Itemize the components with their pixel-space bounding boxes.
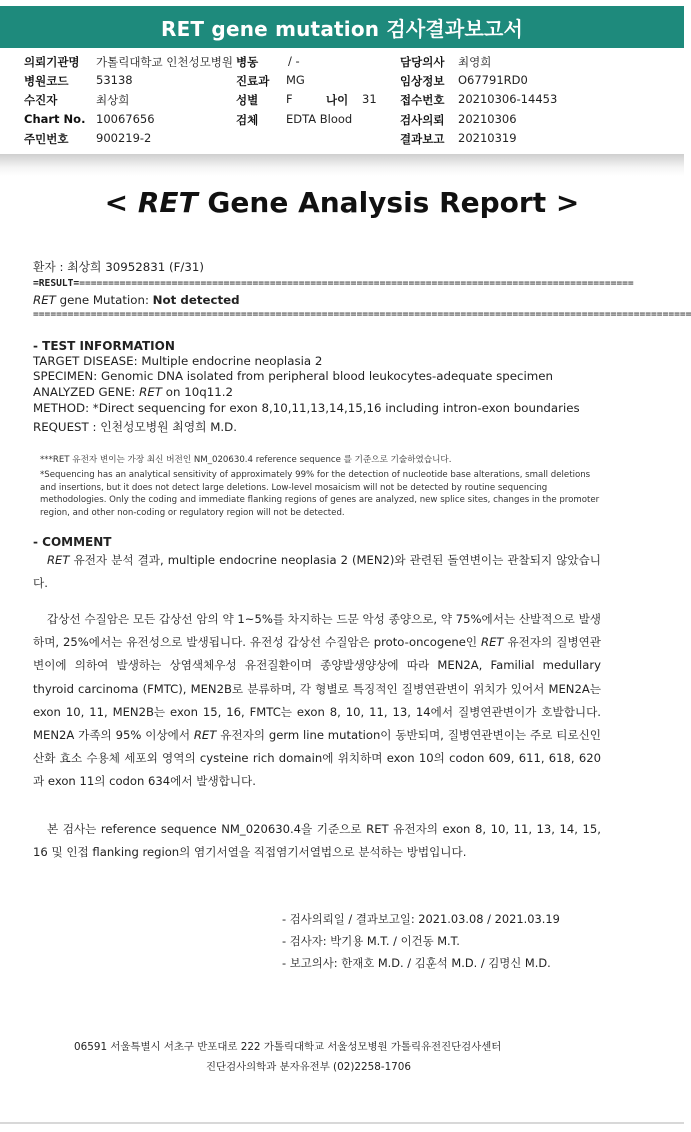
reference-note: ***RET 유전자 변이는 가장 최신 버전인 NM_020630.4 reference sequence 를 기준으로 기술하였습니다. bbox=[40, 455, 452, 465]
comment-p2-gene-2: RET bbox=[193, 728, 217, 743]
label-requesting-institution: 의뢰기관명 bbox=[24, 55, 80, 69]
comment-p3-text: 본 검사는 reference sequence NM_020630.4을 기준으로 RET 유전자의 exon 8, 10, 11, 13, 14, 15, 16 및 인접 flanking region의 염기서열을 직접염기서열법으로 분석하는 방법입니다. bbox=[33, 822, 601, 860]
report-title-prefix: < bbox=[104, 186, 138, 219]
label-department: 진료과 bbox=[236, 74, 270, 88]
comment-p1-text: 유전자 분석 결과, multiple endocrine neoplasia 2 (MEN2)와 관련된 돌연변이는 관찰되지 않았습니다. bbox=[33, 553, 601, 591]
value-physician: 최영희 bbox=[458, 55, 492, 69]
value-receipt-number: 20210306-14453 bbox=[458, 92, 558, 106]
patient-info-block bbox=[0, 54, 684, 150]
value-resident-number: 900219-2 bbox=[96, 131, 152, 145]
signoff-block bbox=[282, 908, 612, 974]
info-row-3 bbox=[0, 92, 684, 110]
label-ward: 병동 bbox=[236, 55, 259, 69]
label-test-request: 검사의뢰 bbox=[400, 113, 445, 127]
info-row-1 bbox=[0, 54, 684, 72]
value-hospital-code: 53138 bbox=[96, 73, 133, 87]
value-result-report: 20210319 bbox=[458, 131, 517, 145]
result-line bbox=[33, 293, 608, 307]
bottom-rule bbox=[0, 1122, 684, 1124]
info-row-5 bbox=[0, 131, 684, 149]
signoff-technicians: - 검사자: 박기용 M.T. / 이건동 M.T. bbox=[282, 934, 460, 948]
report-title-gene: RET bbox=[137, 186, 198, 219]
label-hospital-code: 병원코드 bbox=[24, 74, 69, 88]
request-line: REQUEST : 인천성모병원 최영희 M.D. bbox=[33, 420, 238, 434]
value-age: 31 bbox=[362, 92, 377, 106]
result-label: gene Mutation: bbox=[55, 293, 153, 307]
comment-p2-c: 유전자의 germ line mutation이 동반되며, 질병연관변이는 주로 티로신인산화 효소 수용체 세포외 영역의 cysteine rich domain에 위치하며 exon 10의 codon 609, 611, 618, 620과 exon 11의 codon 634에서 발생합니다. bbox=[33, 728, 601, 789]
label-resident-number: 주민번호 bbox=[24, 132, 69, 146]
value-ward: / - bbox=[288, 54, 300, 68]
value-sex: F bbox=[286, 92, 293, 106]
analyzed-gene-prefix: ANALYZED GENE: bbox=[33, 385, 140, 399]
analyzed-gene bbox=[33, 385, 608, 399]
value-test-request: 20210306 bbox=[458, 112, 517, 126]
report-title-suffix: Gene Analysis Report > bbox=[197, 186, 580, 219]
signoff-physicians: - 보고의사: 한재호 M.D. / 김훈석 M.D. / 김명신 M.D. bbox=[282, 956, 551, 970]
value-chart-no: 10067656 bbox=[96, 112, 155, 126]
sensitivity-note: *Sequencing has an analytical sensitivity of approximately 99% for the detection of nucleotide base alterations, small deletions and insertions, but it does not detect large deletions. Low-level mosaicism will not be detected by routine sequencing methodologies. Only the coding and immediate flanking regions of genes are analyzed, new splice sites, changes in the promoter region, and other non-coding or regulatory region will not be detected. bbox=[40, 470, 600, 518]
report-header-bar bbox=[0, 6, 684, 48]
header-divider-shadow bbox=[0, 154, 684, 176]
label-clinical-info: 임상정보 bbox=[400, 74, 445, 88]
result-rule bbox=[33, 278, 634, 289]
result-rule-fill: ================================================================================================ bbox=[79, 278, 634, 289]
comment-p2-b: 유전자의 질병연관변이에 의하여 발생하는 상염색체우성 유전질환이며 종양발생양상에 따라 MEN2A, Familial medullary thyroid carcinoma (FMTC), MEN2B로 분류하며, 각 형별로 특징적인 질병연관변이 위치가 있어서 MEN2A는 exon 10, 11, MEN2B는 exon 15, 16, FMTC는 exon 8, 10, 11, 13, 14에서 질병연관변이가 호발합니다. MEN2A 가족의 95% 이상에서 bbox=[33, 635, 601, 743]
comment-paragraph-2 bbox=[33, 608, 601, 794]
report-header-title: RET gene mutation 검사결과보고서 bbox=[160, 16, 524, 41]
value-specimen: EDTA Blood bbox=[286, 112, 353, 126]
label-result-report: 결과보고 bbox=[400, 132, 445, 146]
report-title bbox=[0, 186, 684, 219]
label-sex: 성별 bbox=[236, 93, 259, 107]
comment-paragraph-3 bbox=[33, 818, 601, 864]
specimen-line: SPECIMEN: Genomic DNA isolated from peripheral blood leukocytes-adequate specimen bbox=[33, 369, 553, 383]
result-rule-label: =RESULT= bbox=[33, 278, 80, 289]
value-department: MG bbox=[286, 73, 305, 87]
comment-paragraph-1 bbox=[33, 549, 601, 595]
info-row-4 bbox=[0, 112, 684, 130]
result-rule-bottom: ================================================================================================================== bbox=[33, 309, 691, 320]
comment-p2-a: 갑상선 수질암은 모든 갑상선 암의 약 1~5%를 차지하는 드문 악성 종양으로, 약 75%에서는 산발적으로 발생하며, 25%에서는 유전성으로 발생됩니다. 유전성 갑상선 수질암은 proto-oncogene인 bbox=[33, 612, 601, 650]
result-gene: RET bbox=[33, 293, 56, 307]
result-value: Not detected bbox=[152, 293, 240, 307]
patient-line: 환자 : 최상희 30952831 (F/31) bbox=[33, 260, 204, 274]
footer-department: 진단검사의학과 분자유전부 (02)2258-1706 bbox=[206, 1061, 412, 1073]
value-requesting-institution: 가톨릭대학교 인천성모병원 bbox=[96, 55, 233, 69]
label-receipt-number: 접수번호 bbox=[400, 93, 445, 107]
value-patient: 최상희 bbox=[96, 93, 130, 107]
footer-address: 06591 서울특별시 서초구 반포대로 222 가톨릭대학교 서울성모병원 가톨릭유전진단검사센터 bbox=[74, 1041, 502, 1053]
test-info-heading: - TEST INFORMATION bbox=[33, 339, 175, 353]
comment-p2-gene-1: RET bbox=[481, 635, 504, 650]
info-row-2 bbox=[0, 73, 684, 91]
signoff-dates: - 검사의뢰일 / 결과보고일: 2021.03.08 / 2021.03.19 bbox=[282, 912, 560, 926]
method-line: METHOD: *Direct sequencing for exon 8,10,11,13,14,15,16 including intron-exon boundaries bbox=[33, 401, 580, 415]
label-chart-no: Chart No. bbox=[24, 112, 86, 126]
comment-gene: RET bbox=[47, 553, 70, 567]
value-clinical-info: O67791RD0 bbox=[458, 73, 528, 87]
target-disease: TARGET DISEASE: Multiple endocrine neoplasia 2 bbox=[33, 354, 323, 368]
analyzed-gene-suffix: on 10q11.2 bbox=[162, 385, 233, 399]
label-age: 나이 bbox=[326, 93, 349, 107]
analyzed-gene-name: RET bbox=[139, 385, 163, 399]
label-specimen: 검체 bbox=[236, 113, 259, 127]
label-physician: 담당의사 bbox=[400, 55, 445, 69]
label-patient: 수진자 bbox=[24, 93, 58, 107]
comment-heading: - COMMENT bbox=[33, 535, 112, 549]
